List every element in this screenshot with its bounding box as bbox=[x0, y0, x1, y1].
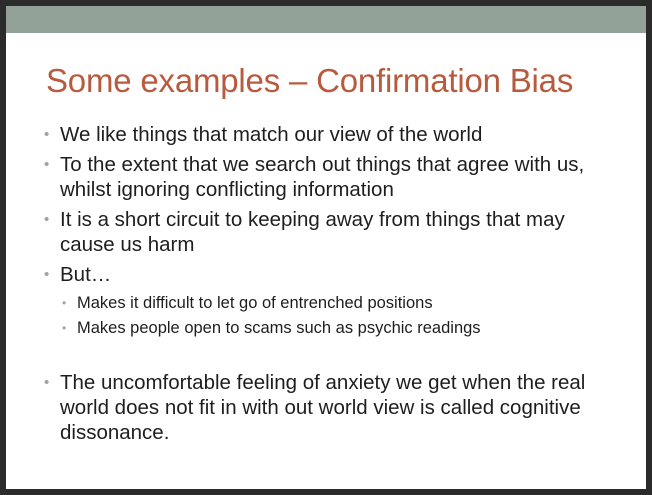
sub-bullet-text: Makes people open to scams such as psychic readings bbox=[77, 319, 481, 337]
spacer bbox=[44, 342, 614, 370]
bullet-text: To the extent that we search out things that agree with us, whilst ignoring conflicting information bbox=[60, 153, 585, 201]
slide-title: Some examples – Confirmation Bias bbox=[46, 62, 574, 99]
bullet-text: But… bbox=[60, 263, 112, 286]
bullet-text: We like things that match our view of the world bbox=[60, 123, 483, 146]
slide bbox=[6, 6, 646, 489]
bullet-text: It is a short circuit to keeping away from things that may cause us harm bbox=[60, 208, 565, 256]
sub-bullet-text: Makes it difficult to let go of entrenched positions bbox=[77, 294, 433, 312]
bullet-list bbox=[44, 122, 614, 450]
sub-bullet-icon: • bbox=[62, 321, 67, 335]
bullet-item bbox=[44, 262, 614, 287]
bullet-item bbox=[44, 370, 614, 445]
bullet-icon: • bbox=[44, 156, 50, 173]
sub-bullet-item bbox=[44, 317, 614, 339]
bullet-icon: • bbox=[44, 266, 50, 283]
sub-bullet-icon: • bbox=[62, 296, 67, 310]
sub-bullet-item bbox=[44, 292, 614, 314]
bullet-item bbox=[44, 152, 614, 202]
bullet-icon: • bbox=[44, 126, 50, 143]
bullet-item bbox=[44, 122, 614, 147]
slide-top-bar bbox=[6, 6, 646, 33]
bullet-icon: • bbox=[44, 211, 50, 228]
bullet-icon: • bbox=[44, 374, 50, 391]
bullet-text: The uncomfortable feeling of anxiety we get when the real world does not fit in with out world view is called cognitive dissonance. bbox=[60, 371, 586, 444]
bullet-item bbox=[44, 207, 614, 257]
